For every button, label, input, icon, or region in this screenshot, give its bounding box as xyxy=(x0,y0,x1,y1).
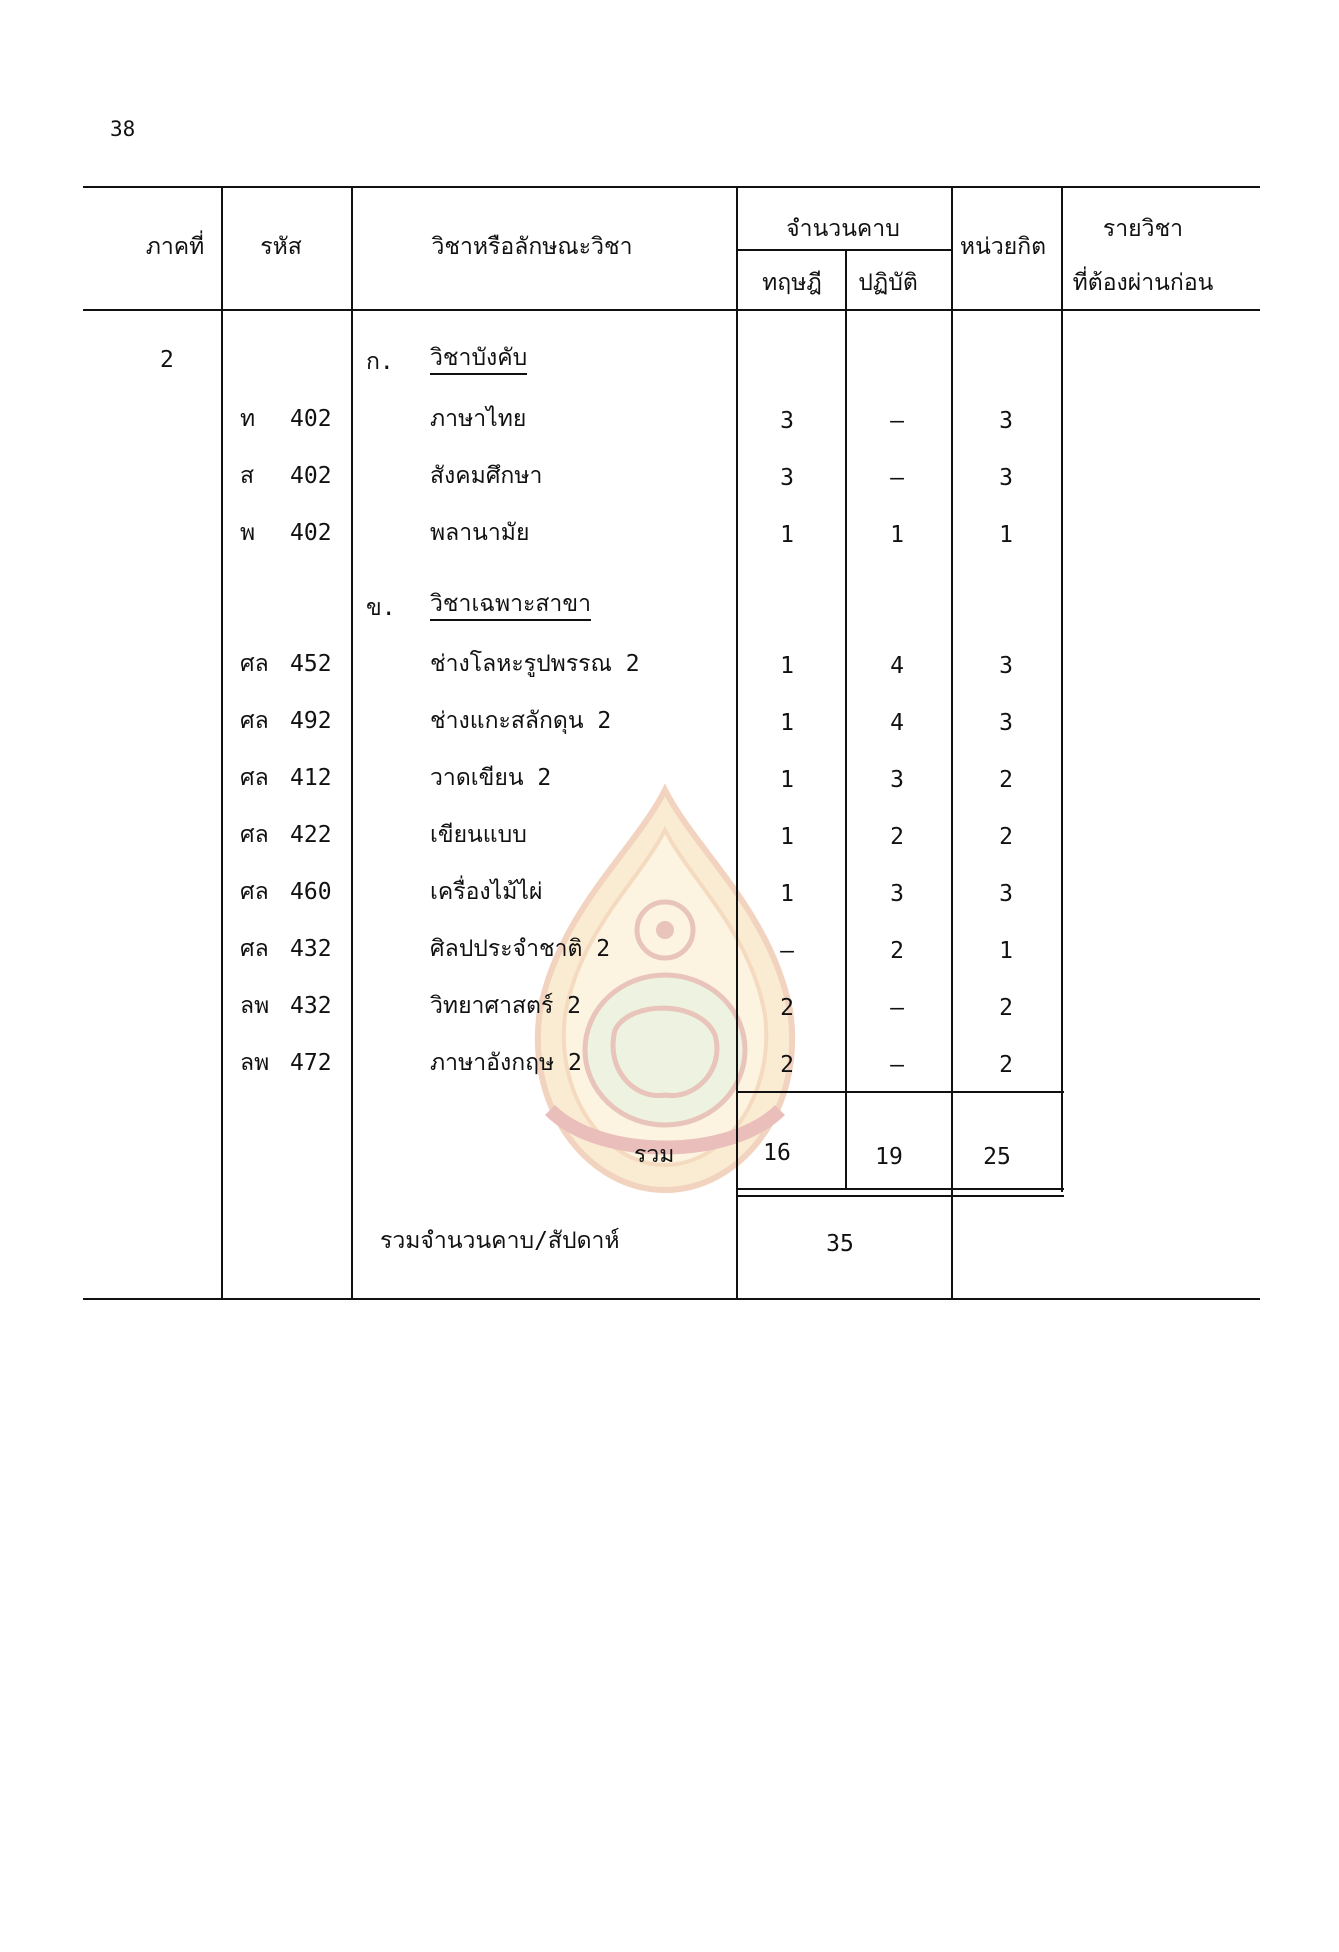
col-divider-theory-practice xyxy=(845,251,847,1190)
section-b-title: วิชาเฉพาะสาขา xyxy=(430,593,591,621)
row-practice: 3 xyxy=(890,767,904,793)
row-theory: 1 xyxy=(780,653,794,679)
totals-practice: 19 xyxy=(875,1144,903,1170)
header-code: รหัส xyxy=(260,234,302,260)
section-b-marker: ข. xyxy=(366,595,396,621)
header-bottom-border xyxy=(83,309,1260,311)
row-subject-name: พลานามัย xyxy=(430,520,530,546)
row-credits: 2 xyxy=(999,767,1013,793)
seal-watermark-icon xyxy=(520,780,810,1200)
row-subject-name: เขียนแบบ xyxy=(430,822,527,848)
row-code-num: 432 xyxy=(290,993,332,1019)
row-code-prefix: ศล xyxy=(240,708,269,734)
row-theory: 3 xyxy=(780,408,794,434)
row-credits: 3 xyxy=(999,881,1013,907)
row-theory: 2 xyxy=(780,995,794,1021)
row-subject-name: ภาษาไทย xyxy=(430,406,527,432)
row-code-num: 402 xyxy=(290,463,332,489)
table-top-border xyxy=(83,186,1260,188)
row-credits: 1 xyxy=(999,522,1013,548)
row-code-num: 402 xyxy=(290,520,332,546)
totals-bottom-line-2 xyxy=(738,1195,1064,1197)
row-subject-name: วิทยาศาสตร์ 2 xyxy=(430,993,582,1019)
row-theory: 1 xyxy=(780,767,794,793)
row-theory: – xyxy=(780,938,794,964)
header-semester: ภาคที่ xyxy=(145,234,205,260)
row-theory: 1 xyxy=(780,522,794,548)
header-prereq-line2: ที่ต้องผ่านก่อน xyxy=(1072,270,1214,296)
row-practice: 1 xyxy=(890,522,904,548)
row-code-num: 402 xyxy=(290,406,332,432)
semester-value: 2 xyxy=(160,347,174,373)
row-subject-name: ศิลปประจำชาติ 2 xyxy=(430,936,611,962)
row-code-prefix: ลพ xyxy=(240,993,270,1019)
row-theory: 2 xyxy=(780,1052,794,1078)
row-credits: 3 xyxy=(999,465,1013,491)
row-code-num: 452 xyxy=(290,651,332,677)
row-credits: 3 xyxy=(999,710,1013,736)
col-divider-semester xyxy=(221,188,223,1300)
totals-bottom-line xyxy=(738,1188,1064,1190)
header-practice: ปฏิบัติ xyxy=(858,270,918,296)
row-practice: – xyxy=(890,465,904,491)
row-practice: 2 xyxy=(890,824,904,850)
row-practice: – xyxy=(890,408,904,434)
row-practice: 3 xyxy=(890,881,904,907)
row-code-num: 460 xyxy=(290,879,332,905)
row-credits: 2 xyxy=(999,824,1013,850)
row-credits: 1 xyxy=(999,938,1013,964)
header-periods: จำนวนคาบ xyxy=(786,216,900,242)
row-subject-name: ช่างแกะสลักดุน 2 xyxy=(430,708,612,734)
header-subject: วิชาหรือลักษณะวิชา xyxy=(431,234,633,260)
row-theory: 3 xyxy=(780,465,794,491)
row-credits: 2 xyxy=(999,995,1013,1021)
col-divider-credits xyxy=(1061,188,1063,1192)
row-practice: 2 xyxy=(890,938,904,964)
page-number: 38 xyxy=(110,117,136,141)
section-a-title: วิชาบังคับ xyxy=(430,347,527,375)
row-code-prefix: ศล xyxy=(240,936,269,962)
row-code-prefix: ศล xyxy=(240,651,269,677)
row-code-num: 472 xyxy=(290,1050,332,1076)
row-practice: – xyxy=(890,995,904,1021)
weekly-periods-value: 35 xyxy=(826,1231,854,1257)
weekly-periods-label: รวมจำนวนคาบ/สัปดาห์ xyxy=(380,1228,620,1254)
row-credits: 3 xyxy=(999,653,1013,679)
totals-credits: 25 xyxy=(983,1144,1011,1170)
col-divider-code xyxy=(351,188,353,1300)
row-credits: 2 xyxy=(999,1052,1013,1078)
row-code-num: 432 xyxy=(290,936,332,962)
row-theory: 1 xyxy=(780,710,794,736)
row-theory: 1 xyxy=(780,881,794,907)
row-theory: 1 xyxy=(780,824,794,850)
row-code-num: 422 xyxy=(290,822,332,848)
col-divider-subject xyxy=(736,188,738,1300)
row-practice: – xyxy=(890,1052,904,1078)
row-practice: 4 xyxy=(890,653,904,679)
row-code-prefix: ศล xyxy=(240,879,269,905)
header-theory: ทฤษฎี xyxy=(762,270,822,296)
totals-label: รวม xyxy=(634,1142,675,1168)
row-subject-name: ภาษาอังกฤษ 2 xyxy=(430,1050,582,1076)
row-code-prefix: ศล xyxy=(240,765,269,791)
row-practice: 4 xyxy=(890,710,904,736)
row-code-prefix: ท xyxy=(240,406,256,432)
row-subject-name: ช่างโลหะรูปพรรณ 2 xyxy=(430,651,640,677)
totals-top-line xyxy=(738,1091,1064,1093)
row-code-prefix: พ xyxy=(240,520,256,546)
row-code-num: 492 xyxy=(290,708,332,734)
col-divider-practice xyxy=(951,188,953,1300)
row-subject-name: วาดเขียน 2 xyxy=(430,765,552,791)
totals-theory: 16 xyxy=(763,1140,791,1166)
table-bottom-border xyxy=(83,1298,1260,1300)
header-credits: หน่วยกิต xyxy=(959,234,1047,260)
row-credits: 3 xyxy=(999,408,1013,434)
row-code-num: 412 xyxy=(290,765,332,791)
row-code-prefix: ส xyxy=(240,463,255,489)
header-prereq-line1: รายวิชา xyxy=(1102,216,1184,242)
row-code-prefix: ลพ xyxy=(240,1050,270,1076)
row-code-prefix: ศล xyxy=(240,822,269,848)
row-subject-name: สังคมศึกษา xyxy=(430,463,543,489)
row-subject-name: เครื่องไม้ไผ่ xyxy=(430,879,543,905)
section-a-marker: ก. xyxy=(366,349,394,375)
